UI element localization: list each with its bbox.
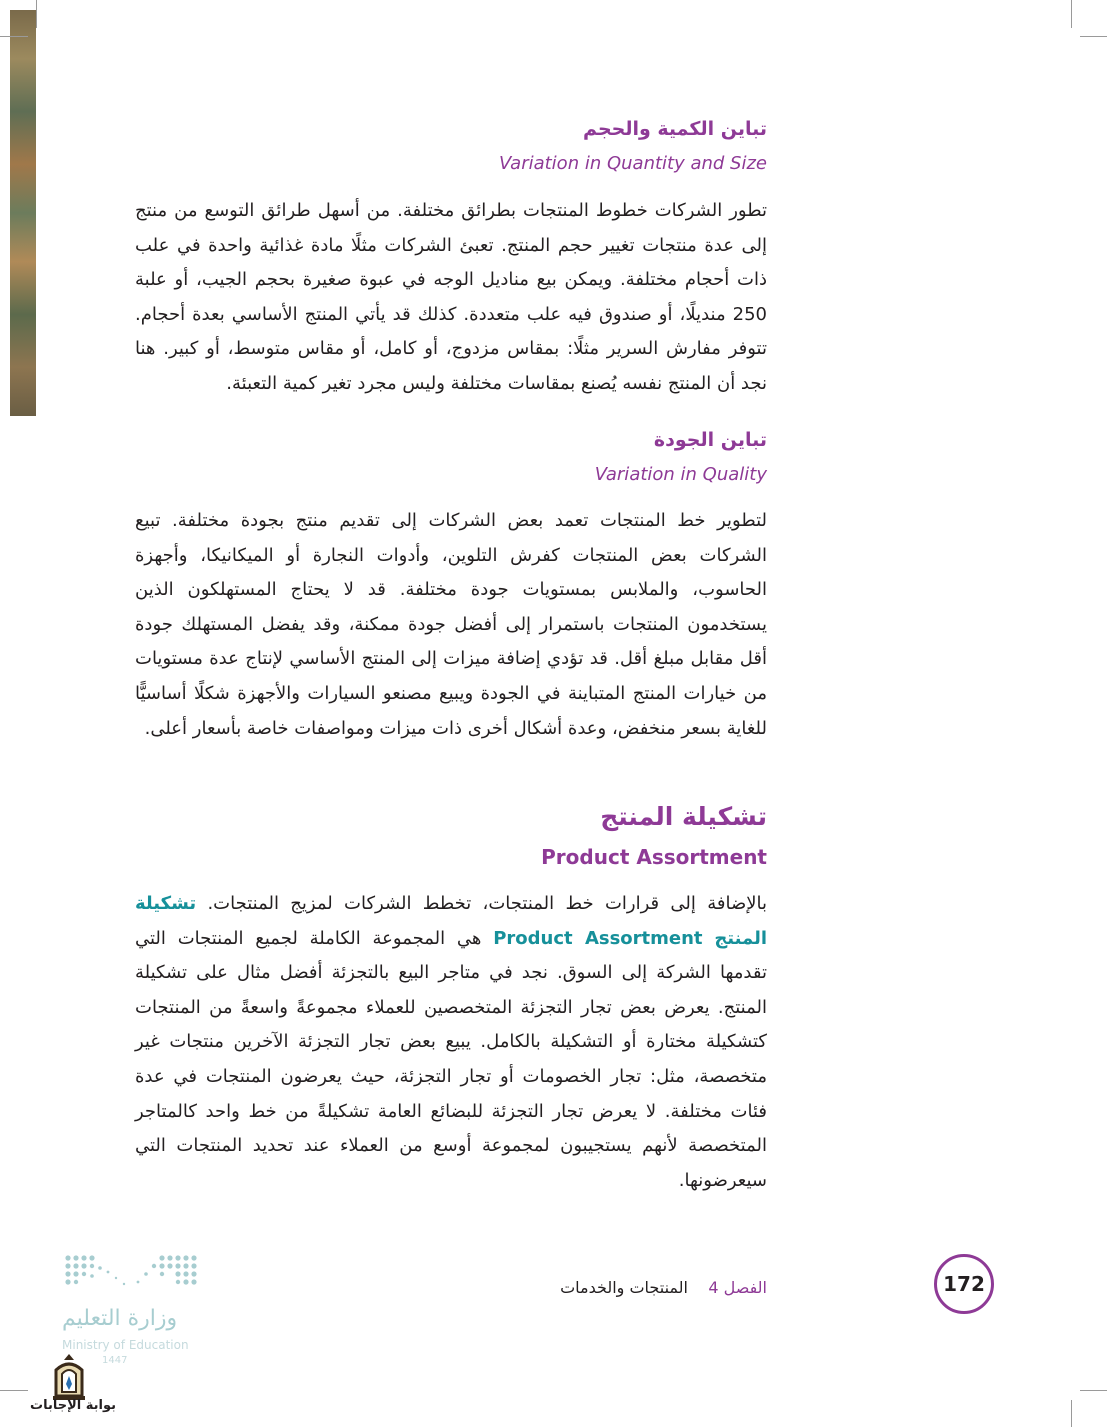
crop-mark (36, 0, 37, 28)
paragraph-assortment-intro: بالإضافة إلى قرارات خط المنتجات، تخطط الشركات لمزيج المنتجات. (196, 893, 767, 914)
crop-mark (0, 36, 28, 37)
paragraph-quality: لتطوير خط المنتجات تعمد بعض الشركات إلى تقديم منتج بجودة مختلفة. تبيع الشركات بعض المنتجات كفرش التلوين، وأدوات النجارة أو الميكانيكا، وأجهزة الحاسوب، والملابس بمستويات جودة مختلفة. قد لا يحتاج المستهلكون الذين يستخدمون المنتجات باستمرار إلى أفضل جودة ممكنة، وقد يفضل المستهلك جودة أقل مقابل مبلغ أقل. قد تؤدي إضافة ميزات إلى المنتج الأساسي لإنتاج عدة مستويات من خيارات المنتج المتباينة في الجودة ويبيع مصنعو السيارات والأجهزة شكلًا أساسيًّا للغاية بسعر منخفض، وعدة أشكال أخرى ذات ميزات ومواصفات خاصة بأسعار أعلى. (135, 510, 767, 739)
chapter-footer (560, 1278, 767, 1297)
ministry-logo-icon (62, 1252, 198, 1294)
paragraph-quantity: تطور الشركات خطوط المنتجات بطرائق مختلفة. من أسهل طرائق التوسع من منتج إلى عدة منتجات تغيير حجم المنتج. تعبئ الشركات مثلًا مادة غذائية واحدة في علب ذات أحجام مختلفة. ويمكن بيع مناديل الوجه في عبوة صغيرة بحجم الجيب، أو علبة 250 منديلًا، أو صندوق فيه علب متعددة. كذلك قد يأتي المنتج الأساسي بعدة أحجام. تتوفر مفارش السرير مثلًا: بمقاس مزدوج، أو كامل، أو مقاس متوسط، أو كبير. هنا نجد أن المنتج نفسه يُصنع بمقاسات مختلفة وليس مجرد تغير كمية التعبئة. (135, 200, 767, 394)
section-title-quality-en: Variation in Quality (594, 464, 767, 485)
ministry-year: 1447 (102, 1355, 128, 1366)
crop-mark (1071, 1400, 1072, 1427)
key-term-en: Product Assortment (493, 927, 703, 949)
crop-mark (0, 1390, 28, 1391)
section-title-quantity-en: Variation in Quantity and Size (499, 153, 767, 174)
section-title-quality-ar: تباين الجودة (653, 429, 767, 451)
section-title-assortment-ar: تشكيلة المنتج (600, 802, 767, 831)
chapter-title: المنتجات والخدمات (560, 1278, 688, 1297)
section-title-quantity-ar: تباين الكمية والحجم (583, 118, 767, 140)
crop-mark (1071, 0, 1072, 28)
crop-mark (1080, 36, 1107, 37)
watermark-text: بوابة الإجابات (30, 1398, 116, 1413)
paragraph-assortment (135, 887, 767, 1198)
section-title-assortment-en: Product Assortment (541, 845, 767, 869)
watermark-lantern-icon (48, 1352, 90, 1402)
crop-mark (1080, 1390, 1107, 1391)
paragraph-assortment-rest: هي المجموعة الكاملة لجميع المنتجات التي تقدمها الشركة إلى السوق. نجد في متاجر البيع بالتجزئة أفضل مثال على تشكيلة المنتج. يعرض بعض تجار التجزئة المتخصصين للعملاء مجموعةً واسعةً من المنتجات كتشكيلة مختارة أو التشكيلة بالكامل. يبيع بعض تجار التجزئة الآخرين منتجات غير متخصصة، مثل: تجار الخصومات أو تجار التجزئة، حيث يعرضون المنتجات في عدة فئات مختلفة. لا يعرض تجار التجزئة للبضائع العامة تشكيلةً من خط واحد كالمتاجر المتخصصة لأنهم يستجيبون لمجموعة أوسع من العملاء عند تحديد المنتجات التي سيعرضونها. (135, 927, 767, 1191)
chapter-label: الفصل (723, 1278, 767, 1297)
ministry-name-ar: وزارة التعليم (62, 1306, 178, 1331)
key-term-ar: تشكيلة المنتج (135, 893, 767, 949)
page-number: 172 (934, 1254, 994, 1314)
chapter-number: 4 (708, 1278, 719, 1297)
ministry-name-en: Ministry of Education (62, 1338, 189, 1352)
decorative-side-image (10, 10, 36, 416)
